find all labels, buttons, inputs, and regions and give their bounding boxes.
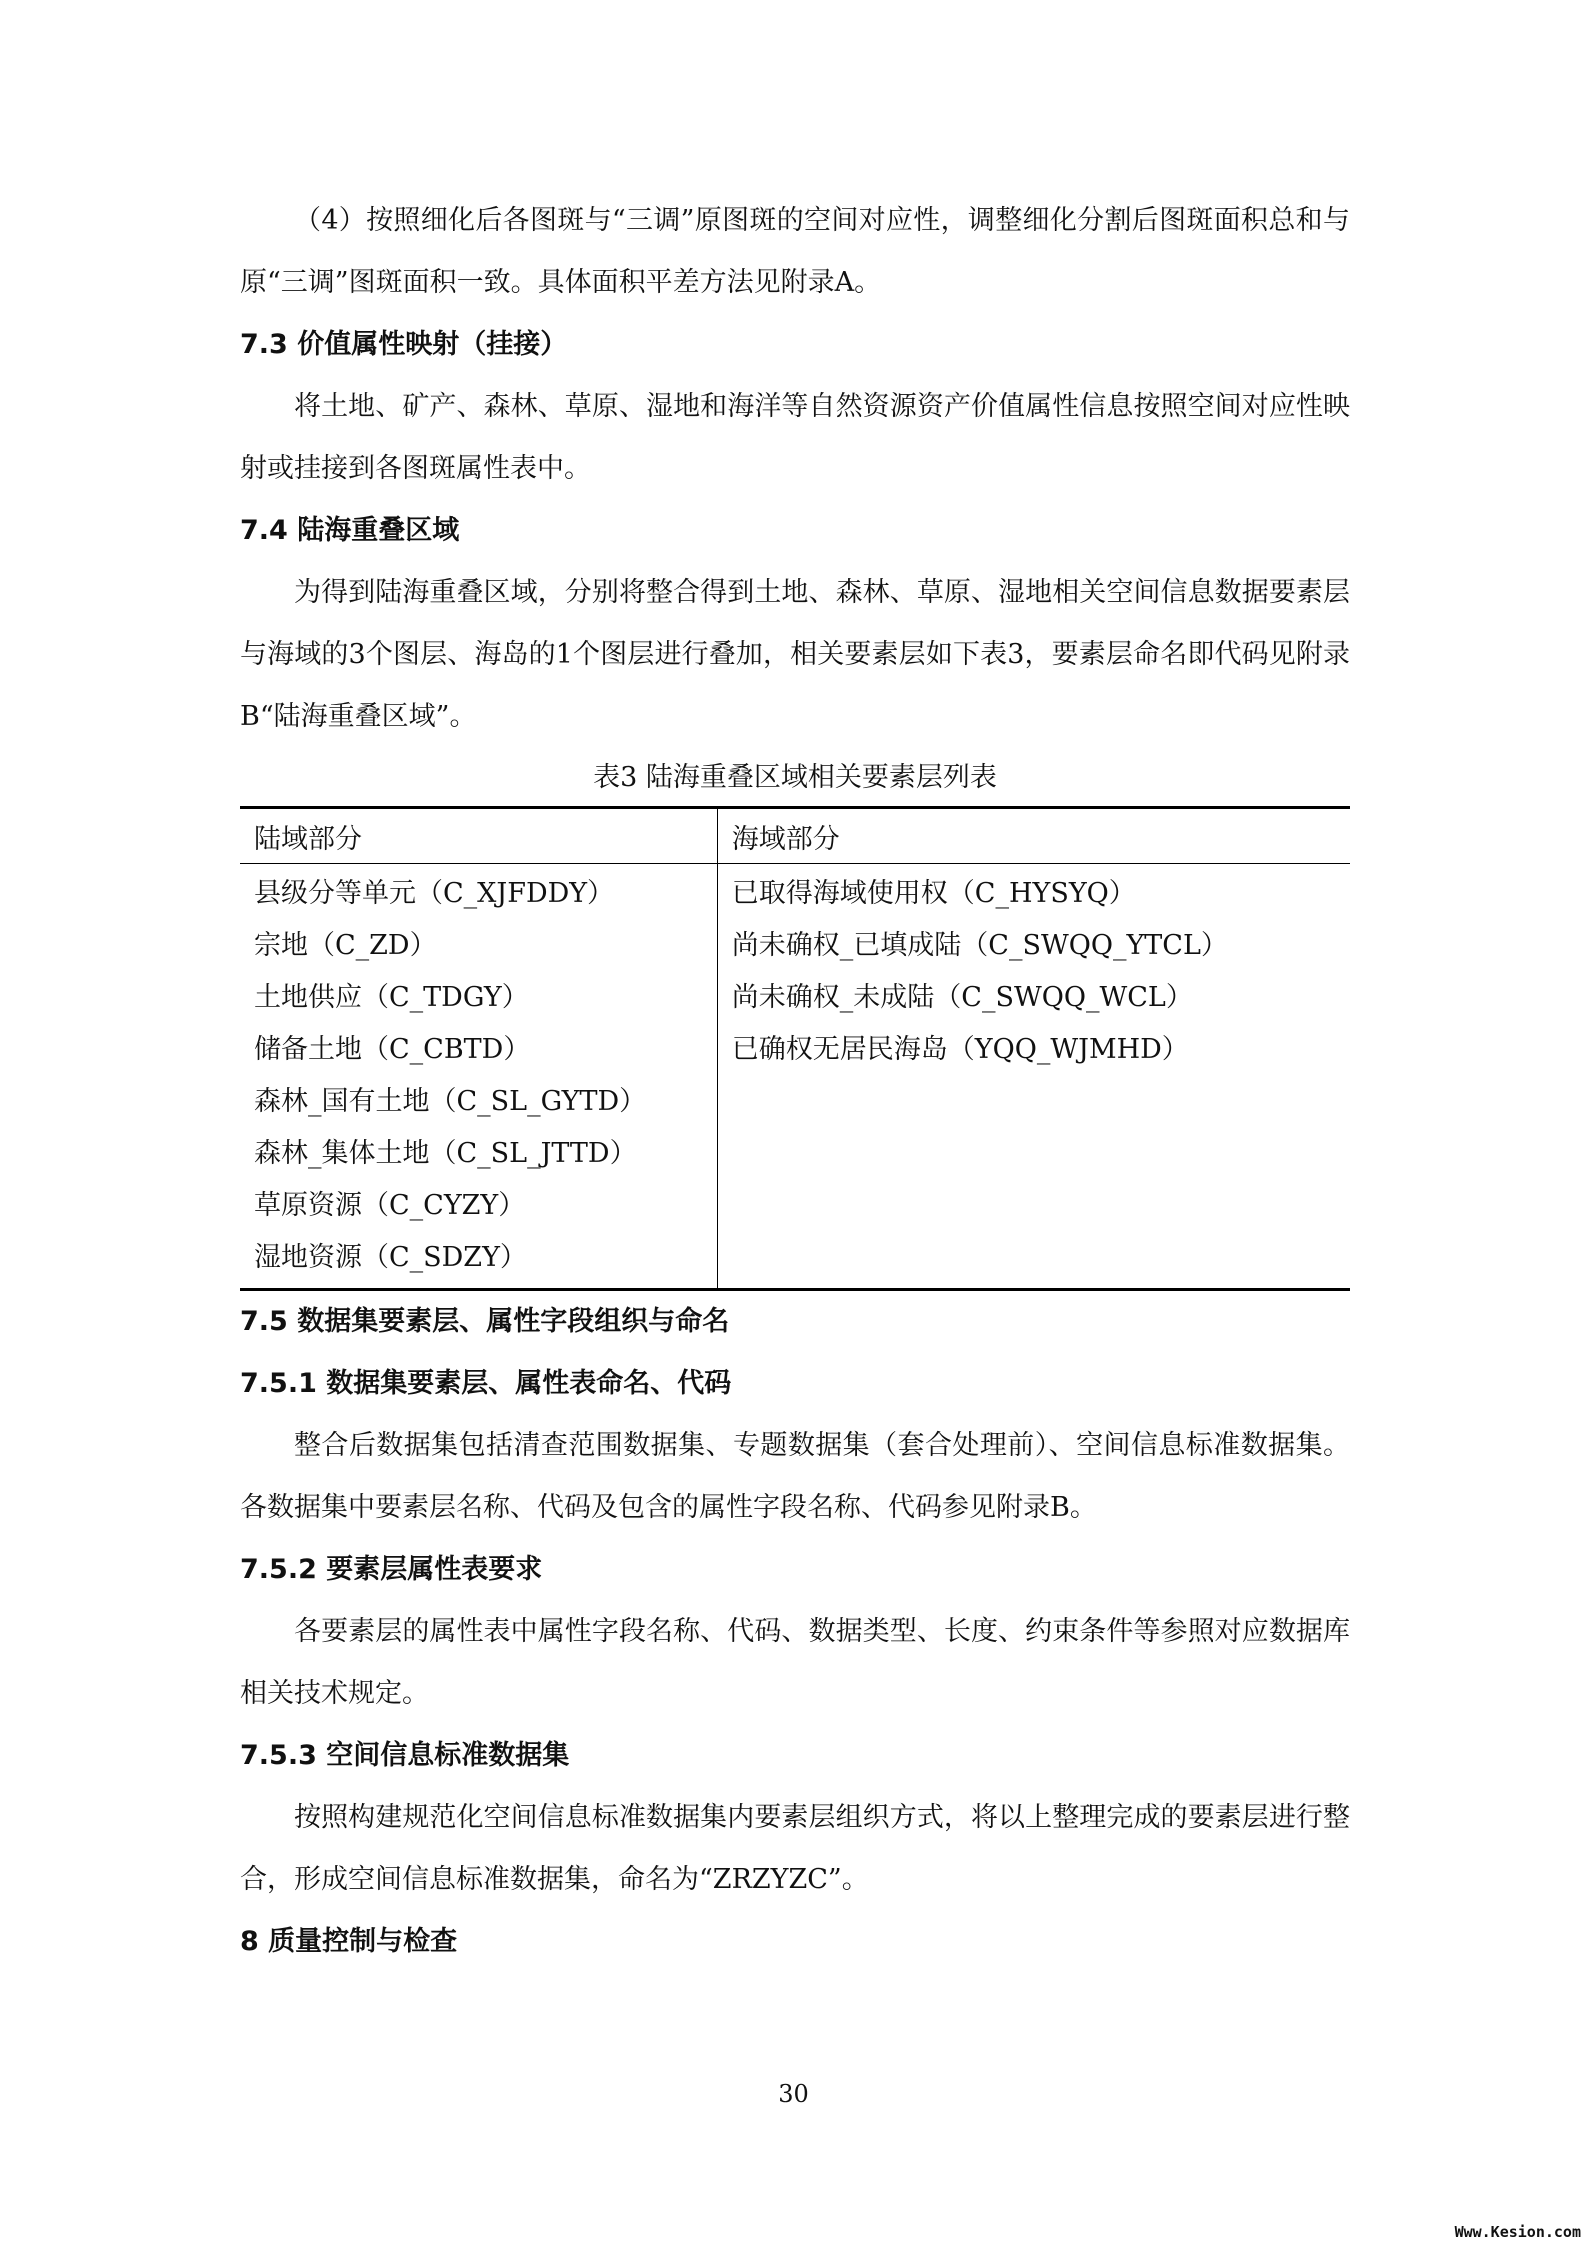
paragraph-dataset-naming: 整合后数据集包括清查范围数据集、专题数据集（套合处理前）、空间信息标准数据集。各数据集中要素层名称、代码及包含的属性字段名称、代码参见附录B。 (240, 1430, 1350, 1523)
table-cell: 储备土地（C_CBTD） (254, 1034, 531, 1065)
watermark: Www.Kesion.com (1454, 2223, 1581, 2241)
table-row (240, 864, 1350, 1290)
paragraph-standard-dataset: 按照构建规范化空间信息标准数据集内要素层组织方式，将以上整理完成的要素层进行整合，形成空间信息标准数据集，命名为“ZRZYZC”。 (240, 1802, 1350, 1895)
table-caption: 表3 陆海重叠区域相关要素层列表 (593, 762, 997, 793)
paragraph-area-adjustment: （4）按照细化后各图斑与“三调”原图斑的空间对应性，调整细化分割后图斑面积总和与原“三调”图斑面积一致。具体面积平差方法见附录A。 (240, 205, 1350, 298)
table-header-row (240, 808, 1350, 864)
table-cell: 土地供应（C_TDGY） (254, 982, 529, 1013)
paragraph-value-mapping: 将土地、矿产、森林、草原、湿地和海洋等自然资源资产价值属性信息按照空间对应性映射或挂接到各图斑属性表中。 (240, 391, 1350, 484)
table-cell: 宗地（C_ZD） (254, 930, 437, 961)
layer-table (240, 806, 1350, 1291)
heading-7-4: 7.4 陆海重叠区域 (240, 515, 460, 546)
land-layers-cell (240, 864, 717, 1290)
heading-7-5-1: 7.5.1 数据集要素层、属性表命名、代码 (240, 1368, 732, 1399)
heading-7-3: 7.3 价值属性映射（挂接） (240, 329, 568, 360)
table-cell: 森林_国有土地（C_SL_GYTD） (254, 1086, 647, 1117)
table-cell: 森林_集体土地（C_SL_JTTD） (254, 1138, 637, 1169)
header-land: 陆域部分 (240, 808, 717, 864)
table-cell: 湿地资源（C_SDZY） (254, 1242, 527, 1273)
table-cell: 已确权无居民海岛（YQQ_WJMHD） (731, 1034, 1189, 1065)
document-body (240, 190, 1350, 1973)
table-cell: 已取得海域使用权（C_HYSYQ） (731, 878, 1136, 909)
heading-7-5-2: 7.5.2 要素层属性表要求 (240, 1554, 543, 1585)
heading-7-5: 7.5 数据集要素层、属性字段组织与命名 (240, 1306, 730, 1337)
heading-8: 8 质量控制与检查 (240, 1926, 458, 1957)
sea-layers-cell (717, 864, 1350, 1290)
table-cell: 尚未确权_已填成陆（C_SWQQ_YTCL） (731, 930, 1228, 961)
heading-7-5-3: 7.5.3 空间信息标准数据集 (240, 1740, 570, 1771)
paragraph-attribute-requirements: 各要素层的属性表中属性字段名称、代码、数据类型、长度、约束条件等参照对应数据库相关技术规定。 (240, 1616, 1350, 1709)
table-cell: 尚未确权_未成陆（C_SWQQ_WCL） (731, 982, 1193, 1013)
header-sea: 海域部分 (717, 808, 1350, 864)
table-cell: 草原资源（C_CYZY） (254, 1190, 526, 1221)
paragraph-land-sea-overlap: 为得到陆海重叠区域，分别将整合得到土地、森林、草原、湿地相关空间信息数据要素层与海域的3个图层、海岛的1个图层进行叠加，相关要素层如下表3，要素层命名即代码见附录B“陆海重叠区域”。 (240, 577, 1350, 732)
table-cell: 县级分等单元（C_XJFDDY） (254, 878, 615, 909)
page-number: 30 (778, 2080, 809, 2108)
